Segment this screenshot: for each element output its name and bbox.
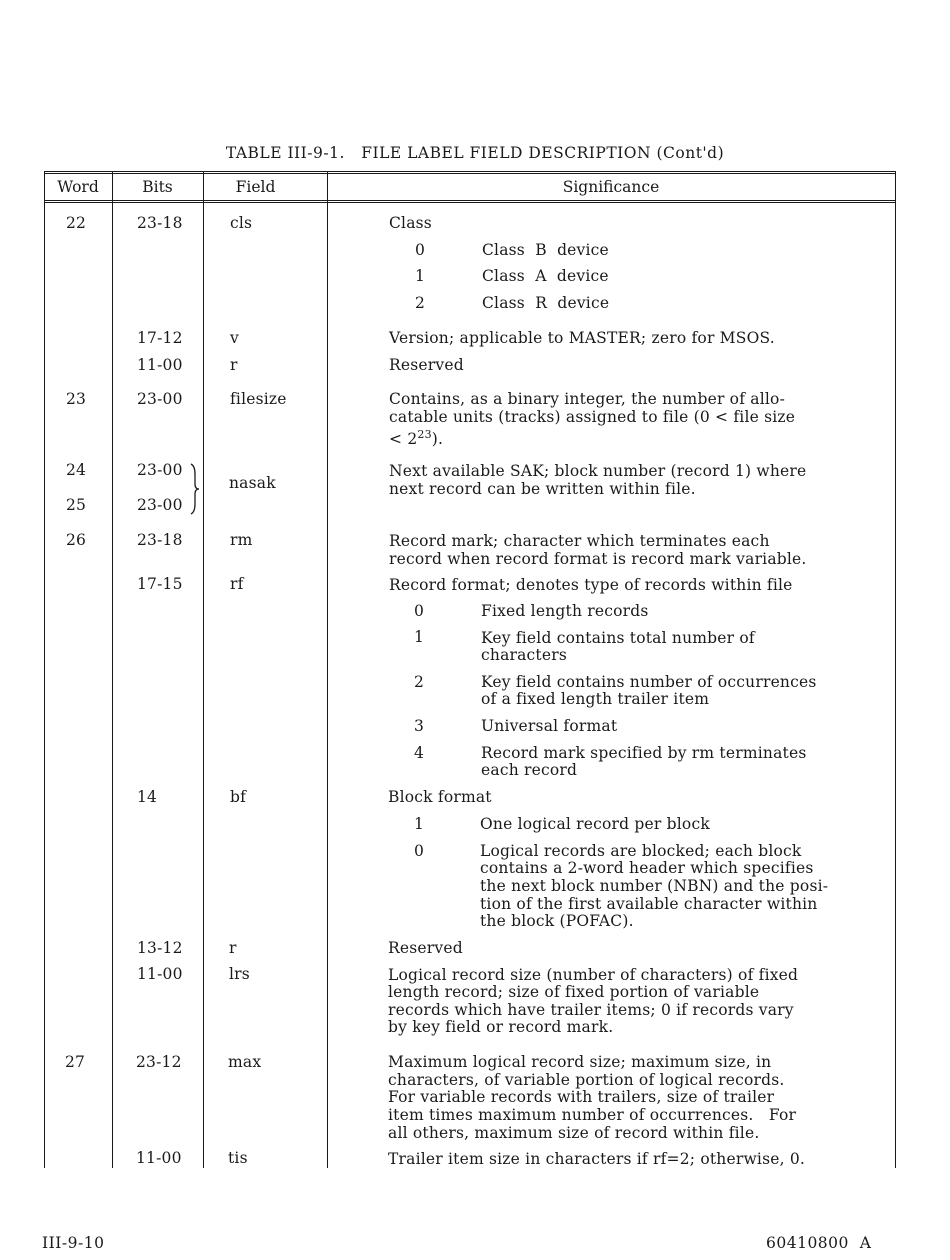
page-number: III-9-10 xyxy=(42,1234,105,1252)
table-title: TABLE III-9-1. FILE LABEL FIELD DESCRIPTION (Cont'd) xyxy=(225,144,725,162)
bits-cell: 17-15 xyxy=(137,575,183,593)
code-description: each record xyxy=(481,761,578,779)
code-value: 2 xyxy=(415,294,426,312)
significance-line: Record mark; character which terminates each xyxy=(389,532,770,550)
significance-line: next record can be written within file. xyxy=(389,480,696,498)
code-description: tion of the first available character within xyxy=(480,895,818,913)
code-value: 1 xyxy=(414,815,425,833)
bits-cell: 23-00 xyxy=(137,461,183,479)
code-description: Logical records are blocked; each block xyxy=(480,842,802,860)
field-cell: nasak xyxy=(229,474,276,492)
significance-line: Contains, as a binary integer, the number of allo- xyxy=(389,390,786,408)
significance-line: item times maximum number of occurrences. For xyxy=(388,1106,797,1124)
brace-icon xyxy=(189,462,201,516)
code-description: Class A device xyxy=(482,267,609,285)
code-description: Fixed length records xyxy=(481,602,649,620)
field-cell: lrs xyxy=(229,965,250,983)
code-value: 4 xyxy=(414,744,425,762)
bits-cell: 14 xyxy=(137,788,158,806)
significance-line: catable units (tracks) assigned to file (0 < file size xyxy=(389,408,796,426)
col-border-right xyxy=(895,171,896,1168)
col-border-field-significance xyxy=(327,171,328,1168)
significance-cell: Block format xyxy=(388,788,492,806)
table-top-border xyxy=(44,171,896,172)
code-description: Key field contains number of occurrences xyxy=(481,673,817,691)
word-cell: 22 xyxy=(66,214,87,232)
significance-line: all others, maximum size of record within file. xyxy=(388,1124,760,1142)
table-top-border-inner xyxy=(44,173,896,174)
code-value: 0 xyxy=(414,842,425,860)
text-part: < 2 xyxy=(389,430,418,449)
bits-cell: 11-00 xyxy=(136,1149,182,1167)
field-cell: filesize xyxy=(230,390,287,408)
field-cell: r xyxy=(229,939,237,957)
significance-line: by key field or record mark. xyxy=(388,1018,614,1036)
col-border-left xyxy=(44,171,45,1168)
code-description: Class R device xyxy=(482,294,610,312)
text-part: ). xyxy=(431,430,444,449)
significance-line xyxy=(389,426,443,448)
code-description: characters xyxy=(481,646,568,664)
significance-cell: Record format; denotes type of records within file xyxy=(389,576,793,594)
bits-cell: 23-00 xyxy=(137,496,183,514)
significance-line: length record; size of fixed portion of variable xyxy=(388,983,760,1001)
bits-cell: 23-00 xyxy=(137,390,183,408)
word-cell: 27 xyxy=(65,1053,86,1071)
bits-cell: 17-12 xyxy=(137,329,183,347)
significance-cell: Version; applicable to MASTER; zero for MSOS. xyxy=(389,329,775,347)
field-cell: rf xyxy=(230,575,244,593)
header-bottom-border xyxy=(44,200,896,201)
significance-cell: Trailer item size in characters if rf=2; otherwise, 0. xyxy=(388,1150,806,1168)
header-word: Word xyxy=(57,178,99,196)
code-value: 0 xyxy=(414,602,425,620)
code-value: 1 xyxy=(415,267,426,285)
header-bits: Bits xyxy=(142,178,173,196)
bits-cell: 23-18 xyxy=(137,531,183,549)
significance-line: characters, of variable portion of logical records. xyxy=(388,1071,785,1089)
significance-line: Next available SAK; block number (record 1) where xyxy=(389,462,807,480)
bits-cell: 23-12 xyxy=(136,1053,182,1071)
word-cell: 23 xyxy=(66,390,87,408)
word-cell: 24 xyxy=(66,461,87,479)
field-cell: max xyxy=(228,1053,262,1071)
significance-cell: Reserved xyxy=(388,939,463,957)
code-description: contains a 2-word header which specifies xyxy=(480,859,814,877)
field-cell: tis xyxy=(228,1149,248,1167)
bits-cell: 23-18 xyxy=(137,214,183,232)
code-description: One logical record per block xyxy=(480,815,710,833)
code-description: the next block number (NBN) and the posi- xyxy=(480,877,829,895)
code-description: Record mark specified by rm terminates xyxy=(481,744,807,762)
header-significance: Significance xyxy=(562,178,660,196)
document-number: 60410800 A xyxy=(766,1234,872,1252)
field-cell: cls xyxy=(230,214,253,232)
bits-cell: 11-00 xyxy=(137,356,183,374)
col-border-word-bits xyxy=(112,171,113,1168)
code-value: 3 xyxy=(414,717,425,735)
code-description: of a fixed length trailer item xyxy=(481,690,710,708)
code-description: Universal format xyxy=(481,717,618,735)
header-field: Field xyxy=(235,178,276,196)
code-description: Class B device xyxy=(482,241,609,259)
bits-cell: 13-12 xyxy=(137,939,183,957)
header-bottom-border-inner xyxy=(44,202,896,203)
significance-cell: Class xyxy=(389,214,432,232)
field-cell: r xyxy=(230,356,238,374)
bits-cell: 11-00 xyxy=(137,965,183,983)
field-cell: v xyxy=(230,329,239,347)
code-value: 2 xyxy=(414,673,425,691)
significance-line: Logical record size (number of characters) of fixed xyxy=(388,966,799,984)
significance-cell: Reserved xyxy=(389,356,464,374)
significance-line: For variable records with trailers, size of trailer xyxy=(388,1088,775,1106)
code-value: 1 xyxy=(414,628,425,646)
code-description: the block (POFAC). xyxy=(480,912,634,930)
col-border-bits-field xyxy=(203,171,204,1168)
code-description: Key field contains total number of xyxy=(481,629,755,647)
significance-line: Maximum logical record size; maximum size, in xyxy=(388,1053,772,1071)
field-cell: bf xyxy=(230,788,247,806)
word-cell: 26 xyxy=(66,531,87,549)
field-cell: rm xyxy=(230,531,253,549)
significance-line: record when record format is record mark variable. xyxy=(389,550,807,568)
code-value: 0 xyxy=(415,241,426,259)
superscript: 23 xyxy=(417,428,432,441)
significance-line: records which have trailer items; 0 if records vary xyxy=(388,1001,794,1019)
word-cell: 25 xyxy=(66,496,87,514)
